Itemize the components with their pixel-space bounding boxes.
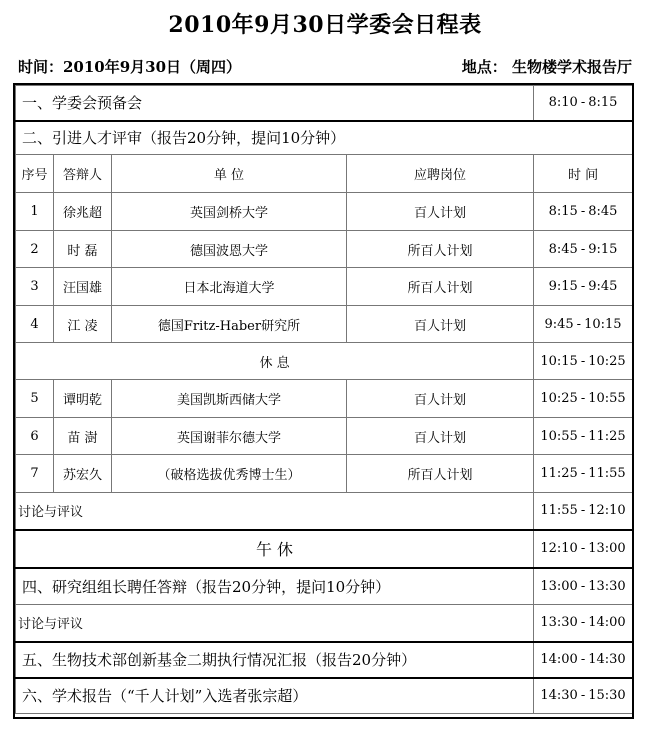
row-no: 4	[16, 306, 54, 343]
section-1-label: 一、学委会预备会	[16, 86, 534, 121]
row-unit: 德国Fritz-Haber研究所	[112, 306, 347, 343]
row-name: 汪国雄	[54, 268, 112, 306]
header-no: 序号	[16, 155, 54, 193]
row-time: 8:15 - 8:45	[534, 193, 633, 231]
page-title: 2010年9月30日学委会日程表	[168, 12, 482, 38]
row-no: 2	[16, 231, 54, 268]
section-2-label: 二、引进人才评审（报告20分钟，提问10分钟）	[16, 121, 633, 155]
row-name: 江 凌	[54, 306, 112, 343]
row-unit: 美国凯斯西储大学	[112, 380, 347, 418]
row-name: 苏宏久	[54, 455, 112, 493]
row-time: 11:25 - 11:55	[534, 455, 633, 493]
section-1-time: 8:10 - 8:15	[534, 86, 633, 121]
header-unit: 单 位	[112, 155, 347, 193]
section-5-time: 14:00 - 14:30	[534, 642, 633, 678]
row-time: 8:45 - 9:15	[534, 231, 633, 268]
section-6-time: 14:30 - 15:30	[534, 678, 633, 714]
row-position: 所百人计划	[347, 231, 534, 268]
row-no: 5	[16, 380, 54, 418]
lunch-time: 12:10 - 13:00	[534, 530, 633, 568]
row-time: 10:55 - 11:25	[534, 418, 633, 455]
row-no: 7	[16, 455, 54, 493]
break-time: 10:15 - 10:25	[534, 343, 633, 380]
row-time: 10:25 - 10:55	[534, 380, 633, 418]
row-time: 9:15 - 9:45	[534, 268, 633, 306]
row-name: 苗 澍	[54, 418, 112, 455]
discussion-label: 讨论与评议	[16, 605, 534, 642]
row-name: 时 磊	[54, 231, 112, 268]
lunch-label: 午 休	[16, 530, 534, 568]
header-name: 答辩人	[54, 155, 112, 193]
row-no: 3	[16, 268, 54, 306]
header-time: 时 间	[534, 155, 633, 193]
row-name: 谭明乾	[54, 380, 112, 418]
meeting-place: 地点： 生物楼学术报告厅	[461, 58, 632, 76]
row-unit: 日本北海道大学	[112, 268, 347, 306]
break-label: 休 息	[16, 343, 534, 380]
row-position: 所百人计划	[347, 455, 534, 493]
discussion-label: 讨论与评议	[16, 493, 534, 530]
row-unit: （破格选拔优秀博士生）	[112, 455, 347, 493]
row-time: 9:45 - 10:15	[534, 306, 633, 343]
row-position: 百人计划	[347, 306, 534, 343]
section-4-label: 四、研究组组长聘任答辩（报告20分钟，提问10分钟）	[16, 568, 534, 605]
section-4-time: 13:00 - 13:30	[534, 568, 633, 605]
row-no: 6	[16, 418, 54, 455]
row-position: 百人计划	[347, 418, 534, 455]
row-position: 百人计划	[347, 193, 534, 231]
discussion-time: 11:55 - 12:10	[534, 493, 633, 530]
row-unit: 英国剑桥大学	[112, 193, 347, 231]
header-position: 应聘岗位	[347, 155, 534, 193]
section-5-label: 五、生物技术部创新基金二期执行情况汇报（报告20分钟）	[16, 642, 534, 678]
row-unit: 德国波恩大学	[112, 231, 347, 268]
section-6-label: 六、学术报告（“千人计划”入选者张宗超）	[16, 678, 534, 714]
row-no: 1	[16, 193, 54, 231]
row-name: 徐兆超	[54, 193, 112, 231]
meeting-time: 时间：2010年9月30日（周四）	[18, 58, 242, 76]
row-unit: 英国谢菲尔德大学	[112, 418, 347, 455]
row-position: 百人计划	[347, 380, 534, 418]
table-outer-border	[13, 83, 634, 719]
discussion-time: 13:30 - 14:00	[534, 605, 633, 642]
row-position: 所百人计划	[347, 268, 534, 306]
